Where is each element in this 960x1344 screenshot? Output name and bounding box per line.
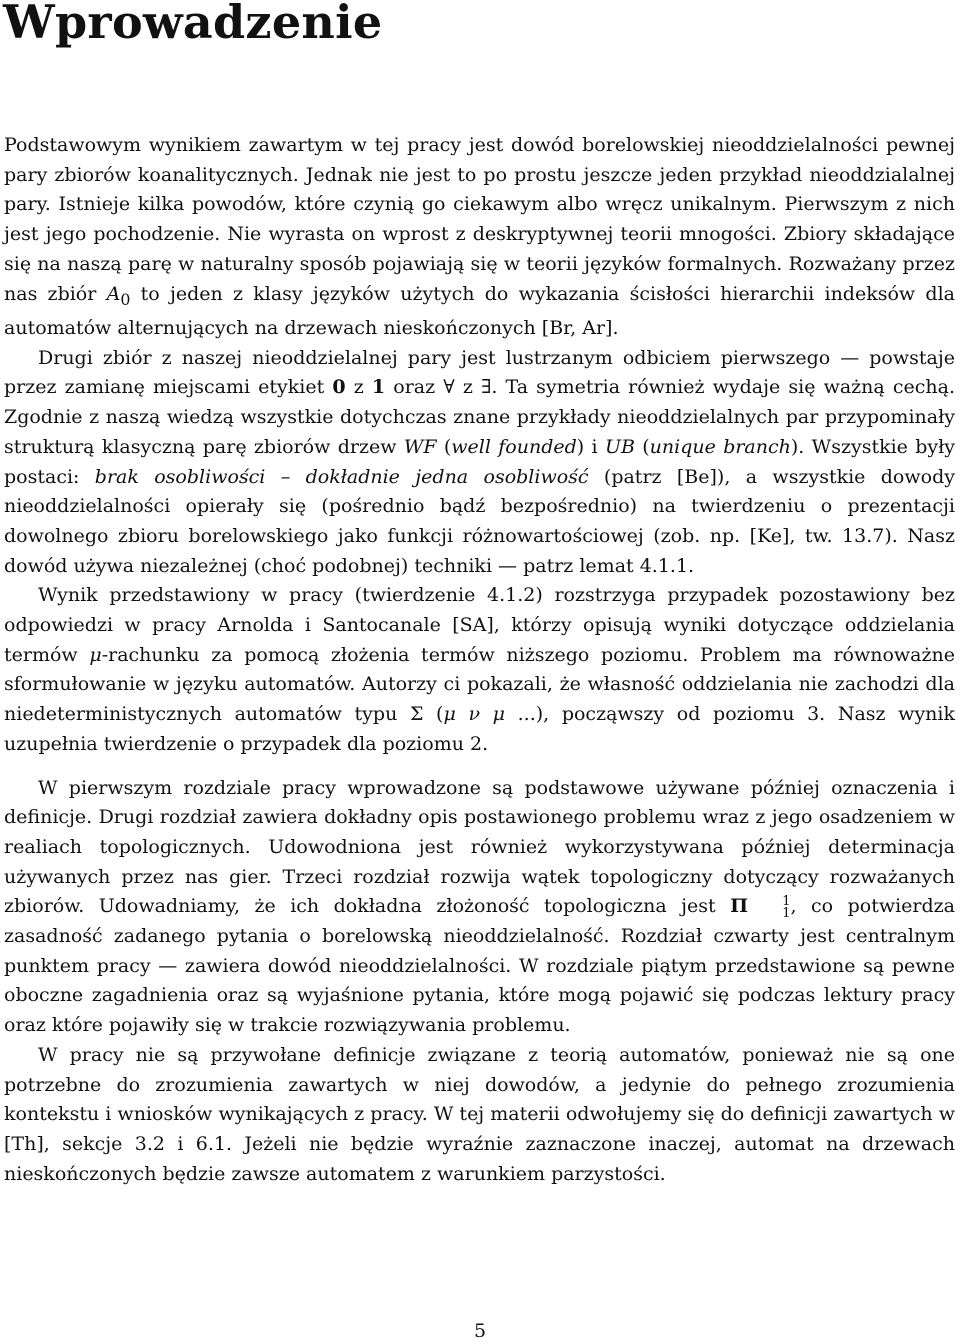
- paragraph-intro: Podstawowym wynikiem zawartym w tej pracy jest dowód borelowskiej nieoddzielalności pewnej pary zbiorów koanalitycznych. Jednak nie jest to po prostu jeszcze jeden przykład nieoddzialalnej pary. Istnieje kilka powodów, które czynią go ciekawym albo wręcz unikalnym. Pierwszym z nich jest jego pochodzenie. Nie wyrasta on wprost z deskryptywnej teorii mnogości. Zbiory składające się na naszą parę w naturalny sposób pojawiają się w teorii języków formalnych. Rozważany przez nas zbiór $A_0$ to jeden z klasy języków użytych do wykazania ścisłości hierarchii indeksów dla automatów alternujących na drzewach nieskończonych [Br, Ar].: [4, 134, 955, 340]
- inline-segment: A: [106, 282, 121, 305]
- body-text: [4, 131, 955, 1189]
- chapter-title: Wprowadzenie: [3, 0, 383, 49]
- inline-segment: 1 1: [782, 894, 791, 922]
- paragraph-outline: W pierwszym rozdziale pracy wprowadzone są podstawowe używane później oznaczenia i definicje. Drugi rozdział zawiera dokładny opis postawionego problemu wraz z jego osadzeniem w realiach topologicznych. Udowodniona jest również wykorzystywana później determinacja używanych przez nas gier. Trzeci rozdział rozwija wątek topologiczny dotyczący rozważanych zbiorów. Udowadniamy, że ich dokładna złożoność topologiczna jest Π 1 1 , co potwierdza zasadność zadanego pytania o borelowską nieoddzielalność. Rozdział czwarty jest centralnym punktem pracy — zawiera dowód nieoddzielalności. W rozdziale piątym przedstawione są pewne oboczne zagadnienia oraz są wyjaśnione pytania, które mogą pojawić się podczas lektury pracy oraz które pojawiły się w trakcie rozwiązywania problemu.: [4, 776, 955, 1037]
- inline-segment: well founded: [451, 435, 577, 458]
- inline-segment: dokładnie jedna osobliwość: [305, 465, 589, 488]
- inline-segment: brak osobliwości: [94, 465, 266, 488]
- paragraph-symmetry: Drugi zbiór z naszej nieoddzielalnej pary jest lustrzanym odbiciem pierwszego — powstaje przez zamianę miejscami etykiet 0 z 1 oraz ∀ z ∃. Ta symetria również wydaje się ważną cechą. Zgodnie z naszą wiedzą wszystkie dotychczas znane przykłady nieoddzielalnych par przypominały strukturą klasyczną parę zbiorów drzew WF (well founded) i UB (unique branch). Wszystkie były postaci: brak osobliwości – dokładnie jedna osobliwość (patrz [Be]), a wszystkie dowody nieoddzielalności opierały się (pośrednio bądź bezpośrednio) na twierdzeniu o prezentacji dowolnego zbioru borelowskiego jako funkcji różnowartościowej (zob. np. [Ke], tw. 13.7). Nasz dowód używa niezależnej (choć podobnej) techniki — patrz lemat 4.1.1.: [4, 346, 956, 577]
- inline-segment: μ ν μ: [443, 703, 505, 726]
- inline-segment: UB: [604, 435, 635, 458]
- inline-segment: WF: [403, 435, 437, 458]
- inline-segment: 0: [332, 376, 346, 399]
- paragraph-result: Wynik przedstawiony w pracy (twierdzenie 4.1.2) rozstrzyga przypadek pozostawiony bez odpowiedzi w pracy Arnolda i Santocanale [SA], którzy opisują wyniki dotyczące oddzielania termów μ-rachunku za pomocą złożenia termów niższego poziomu. Problem ma równoważne sformułowanie w języku automatów. Autorzy ci pokazali, że własność oddzielania nie zachodzi dla niedeterministycznych automatów typu Σ (μ ν μ ...), począwszy od poziomu 3. Nasz wynik uzupełnia twierdzenie o przypadek dla poziomu 2.: [4, 584, 956, 755]
- paragraph-automata: W pracy nie są przywołane definicje związane z teorią automatów, ponieważ nie są one potrzebne do zrozumienia zawartych w niej dowodów, a jedynie do pełnego zrozumienia kontekstu i wniosków wynikających z pracy. W tej materii odwołujemy się do definicji zawartych w [Th], sekcje 3.2 i 6.1. Jeżeli nie będzie wyraźnie zaznaczone inaczej, automat na drzewach nieskończonych będzie zawsze automatem z warunkiem parzystości.: [4, 1043, 955, 1185]
- inline-segment: Π: [730, 895, 749, 918]
- inline-segment: μ: [89, 643, 102, 666]
- inline-segment: 0: [120, 289, 131, 309]
- inline-segment: 1: [371, 376, 386, 399]
- inline-segment: unique branch: [649, 435, 791, 458]
- page-number: 5: [473, 1320, 487, 1342]
